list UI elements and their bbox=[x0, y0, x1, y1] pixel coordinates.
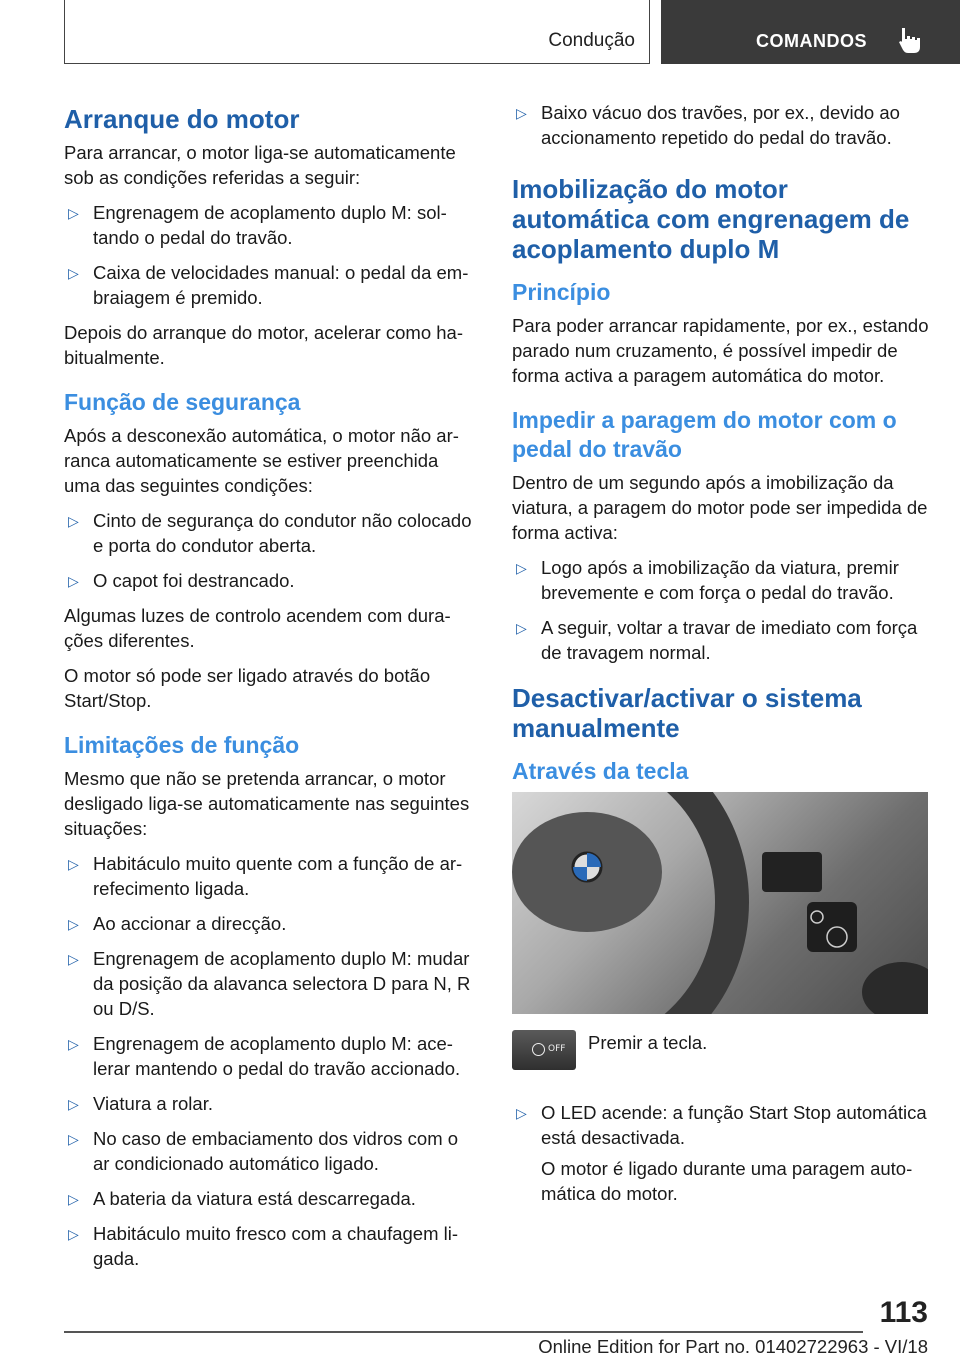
bullet-list bbox=[64, 200, 478, 310]
heading-engine-start: Arranque do motor bbox=[64, 104, 300, 134]
list-item: ▷ Caixa de velocidades manual: o pedal da embraiagem é premido. bbox=[68, 262, 469, 308]
section-title: Condução bbox=[548, 30, 635, 51]
heading-safety-function: Função de segurança bbox=[64, 389, 301, 415]
paragraph: Algumas luzes de controlo acendem com durações diferentes. bbox=[64, 605, 451, 651]
triangle-bullet-icon: ▷ bbox=[68, 1036, 79, 1052]
steering-wheel-photo bbox=[512, 792, 928, 1014]
triangle-bullet-icon: ▷ bbox=[68, 1191, 79, 1207]
paragraph: Mesmo que não se pretenda arrancar, o motor desligado liga-se automaticamente nas seguintes situações: bbox=[64, 768, 470, 839]
heading-principle: Princípio bbox=[512, 279, 611, 305]
list-item: ▷ Engrenagem de acoplamento duplo M: mudar da posição da alavanca selectora D para N, R ou D/S. bbox=[68, 948, 471, 1019]
left-column bbox=[64, 100, 478, 1281]
list-item: ▷ Habitáculo muito quente com a função de arrefecimento ligada. bbox=[68, 853, 463, 899]
heading-via-button: Através da tecla bbox=[512, 758, 689, 784]
led-icon bbox=[532, 1043, 545, 1056]
paragraph: Dentro de um segundo após a imobilização da viatura, a paragem do motor pode ser impedida de forma activa: bbox=[512, 472, 928, 543]
steering-wheel-illustration bbox=[512, 792, 928, 1014]
heading-manual-toggle: Desactivar/activar o sistema manualmente bbox=[512, 683, 862, 743]
list-item: ▷ O capot foi destrancado. bbox=[64, 568, 478, 593]
triangle-bullet-icon: ▷ bbox=[68, 1096, 79, 1112]
list-item: ▷ Baixo vácuo dos travões, por ex., devido ao accionamento repetido do pedal do travão. bbox=[516, 102, 900, 148]
list-item: ▷ Ao accionar a direcção. bbox=[64, 911, 478, 936]
bullet-list bbox=[64, 508, 478, 593]
chapter-tab bbox=[661, 0, 960, 64]
paragraph: Depois do arranque do motor, acelerar como habitualmente. bbox=[64, 322, 464, 368]
bullet-list bbox=[512, 555, 930, 665]
heading-function-limits: Limitações de função bbox=[64, 732, 300, 758]
bullet-list bbox=[64, 851, 478, 1271]
list-item: ▷ A bateria da viatura está descarregada. bbox=[64, 1186, 478, 1211]
triangle-bullet-icon: ▷ bbox=[68, 916, 79, 932]
auto-start-stop-button-icon bbox=[512, 1030, 576, 1070]
paragraph: Após a desconexão automática, o motor não arranca automaticamente se estiver preenchida uma das seguintes condições: bbox=[64, 425, 459, 496]
heading-prevent-stop: Impedir a paragem do motor com o pedal do travão bbox=[512, 407, 897, 462]
triangle-bullet-icon: ▷ bbox=[516, 560, 527, 576]
right-column bbox=[512, 100, 930, 1216]
pointing-hand-icon bbox=[897, 26, 923, 54]
paragraph: O motor só pode ser ligado através do botão Start/Stop. bbox=[64, 665, 431, 711]
triangle-bullet-icon: ▷ bbox=[68, 1226, 79, 1242]
list-item: ▷ Habitáculo muito fresco com a chaufagem ligada. bbox=[68, 1223, 459, 1269]
list-item: ▷ O LED acende: a função Start Stop automática está desactivada. bbox=[516, 1102, 927, 1148]
bullet-list bbox=[512, 1100, 930, 1150]
list-item: ▷ Engrenagem de acoplamento duplo M: acelerar mantendo o pedal do travão accionado. bbox=[68, 1033, 461, 1079]
list-item: ▷ Cinto de segurança do condutor não colocado e porta do condutor aberta. bbox=[68, 510, 472, 556]
triangle-bullet-icon: ▷ bbox=[68, 573, 79, 589]
triangle-bullet-icon: ▷ bbox=[68, 856, 79, 872]
triangle-bullet-icon: ▷ bbox=[516, 620, 527, 636]
chapter-title: COMANDOS bbox=[756, 31, 867, 51]
triangle-bullet-icon: ▷ bbox=[516, 105, 527, 121]
edition-footer: Online Edition for Part no. 01402722963 - VI/18 bbox=[538, 1336, 928, 1357]
list-item: ▷ Engrenagem de acoplamento duplo M: soltando o pedal do travão. bbox=[68, 202, 447, 248]
triangle-bullet-icon: ▷ bbox=[68, 951, 79, 967]
press-key-text: Premir a tecla. bbox=[588, 1032, 708, 1053]
paragraph: O motor é ligado durante uma paragem automática do motor. bbox=[541, 1158, 913, 1204]
paragraph: Para arrancar, o motor liga-se automaticamente sob as condições referidas a seguir: bbox=[64, 142, 456, 188]
triangle-bullet-icon: ▷ bbox=[516, 1105, 527, 1121]
bullet-list bbox=[512, 100, 930, 150]
page-number: 113 bbox=[879, 1296, 928, 1329]
triangle-bullet-icon: ▷ bbox=[68, 205, 79, 221]
running-header bbox=[64, 0, 650, 64]
triangle-bullet-icon: ▷ bbox=[68, 513, 79, 529]
off-label: OFF bbox=[548, 1044, 566, 1054]
paragraph: Para poder arrancar rapidamente, por ex., estando parado num cruzamento, é possível impedir de forma activa a paragem automática do motor. bbox=[512, 315, 929, 386]
start-stop-button-row bbox=[512, 1030, 930, 1092]
list-item: ▷ A seguir, voltar a travar de imediato com força de travagem normal. bbox=[516, 617, 918, 663]
triangle-bullet-icon: ▷ bbox=[68, 265, 79, 281]
heading-auto-engine-stop: Imobilização do motor automática com engrenagem de acoplamento duplo M bbox=[512, 174, 910, 264]
list-item: ▷ No caso de embaciamento dos vidros com o ar condicionado automático ligado. bbox=[68, 1128, 459, 1174]
triangle-bullet-icon: ▷ bbox=[68, 1131, 79, 1147]
list-item: ▷ Viatura a rolar. bbox=[64, 1091, 478, 1116]
list-item: ▷ Logo após a imobilização da viatura, premir brevemente e com força o pedal do travão. bbox=[516, 557, 899, 603]
footer-divider bbox=[64, 1331, 863, 1333]
